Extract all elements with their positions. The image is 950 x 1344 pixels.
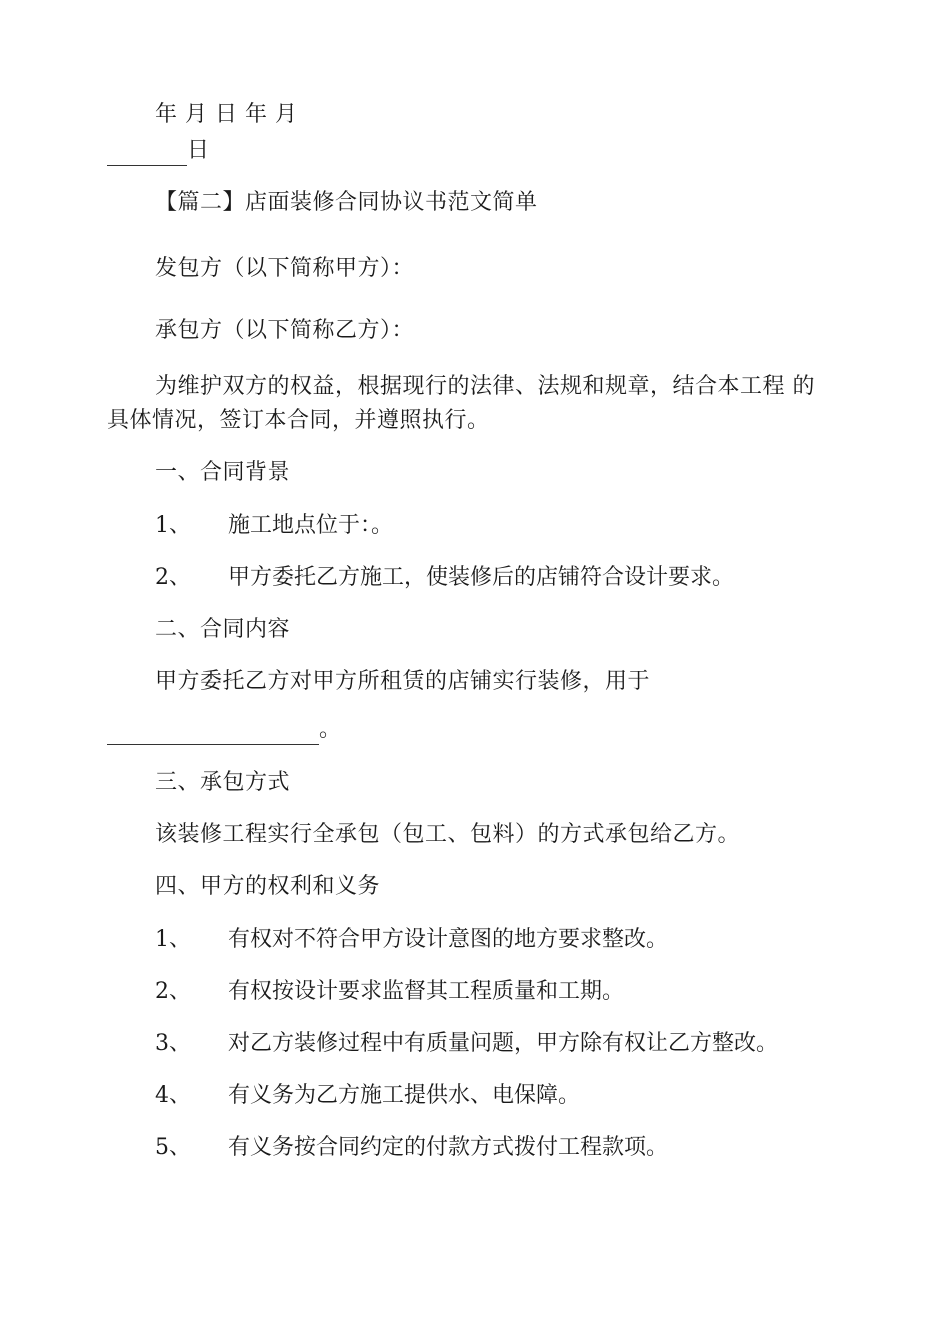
item-text: 有权对不符合甲方设计意图的地方要求整改。: [228, 927, 669, 952]
item-text: 有义务按合同约定的付款方式拨付工程款项。: [228, 1135, 669, 1160]
preamble-line-1: 为维护双方的权益，根据现行的法律、法规和规章，结合本工程 的: [155, 374, 815, 399]
content-body: 甲方委托乙方对甲方所租赁的店铺实行装修，用于: [155, 669, 651, 694]
item-text: 对乙方装修过程中有质量问题，甲方除有权让乙方整改。: [228, 1031, 779, 1056]
day-suffix: 日: [187, 138, 210, 163]
blank-underline: [107, 722, 319, 745]
end-punctuation: 。: [319, 717, 342, 742]
heading-contract-background: 一、合同背景: [155, 460, 291, 485]
date-line: 年 月 日 年 月: [155, 102, 298, 127]
preamble-line-2: 具体情况，签订本合同，并遵照执行。: [107, 408, 490, 433]
item-number: 2、: [155, 979, 191, 1004]
item-number: 2、: [155, 565, 191, 590]
item-number: 4、: [155, 1083, 191, 1108]
item-text: 有义务为乙方施工提供水、电保障。: [228, 1083, 581, 1108]
item-number: 1、: [155, 513, 191, 538]
item-text: 有权按设计要求监督其工程质量和工期。: [228, 979, 625, 1004]
item-text: 甲方委托乙方施工，使装修后的店铺符合设计要求。: [228, 565, 735, 590]
party-a-line: 发包方（以下简称甲方）：: [155, 256, 415, 281]
heading-contract-content: 二、合同内容: [155, 617, 291, 642]
heading-contract-method: 三、承包方式: [155, 770, 291, 795]
item-text: 施工地点位于：。: [228, 513, 394, 538]
heading-party-a-rights: 四、甲方的权利和义务: [155, 874, 381, 899]
content-blank-line: [107, 715, 342, 745]
party-b-line: 承包方（以下简称乙方）：: [155, 318, 415, 343]
item-number: 5、: [155, 1135, 191, 1160]
item-number: 1、: [155, 927, 191, 952]
section-title: 【篇二】店面装修合同协议书范文简单: [155, 190, 538, 215]
date-line-day: [107, 136, 210, 166]
method-body: 该装修工程实行全承包（包工、包料）的方式承包给乙方。: [155, 822, 741, 847]
item-number: 3、: [155, 1031, 191, 1056]
blank-underline: [107, 143, 187, 166]
